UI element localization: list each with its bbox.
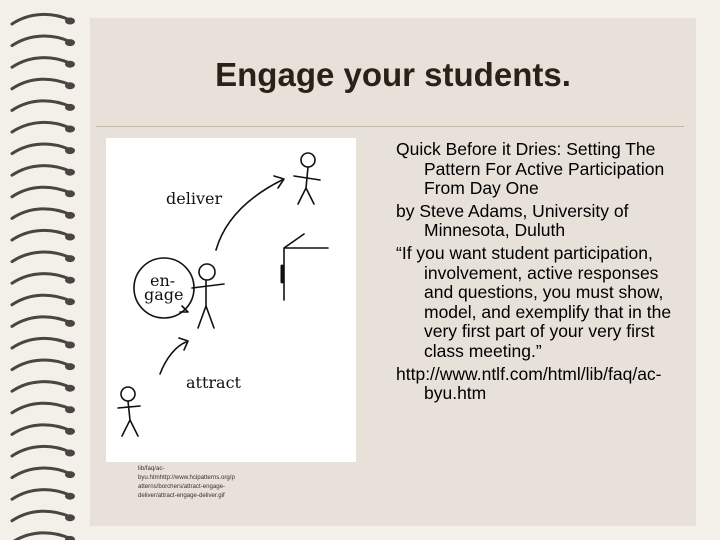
binding-ring-icon <box>12 144 70 154</box>
article-heading: Quick Before it Dries: Setting The Pattern For Active Participation From Day One <box>396 139 665 199</box>
binding-hole-icon <box>65 514 75 521</box>
binding-ring-icon <box>12 403 70 413</box>
door-icon <box>282 234 328 300</box>
engage-label-line2: gage <box>144 285 184 304</box>
person-attracted-icon <box>118 387 140 436</box>
binding-ring-icon <box>12 338 70 348</box>
attract-label: attract <box>186 373 241 392</box>
binding-hole-icon <box>65 104 75 111</box>
binding-hole-icon <box>65 39 75 46</box>
attract-arrow-icon <box>160 342 186 374</box>
binding-hole-icon <box>65 298 75 305</box>
binding-hole-icon <box>65 18 75 25</box>
person-engaged-icon <box>192 264 224 328</box>
engage-label-line1: en- <box>150 271 176 290</box>
binding-hole-icon <box>65 428 75 435</box>
binding-ring-icon <box>12 468 70 478</box>
binding-hole-icon <box>65 169 75 176</box>
binding-ring-icon <box>12 187 70 197</box>
binding-hole-icon <box>65 61 75 68</box>
binding-ring-icon <box>12 446 70 456</box>
binding-hole-icon <box>65 406 75 413</box>
binding-ring-icon <box>12 101 70 111</box>
image-caption: lib/faq/ac- byu.htmhttp://www.hcipatterns.org/p atterns/borchers/attract-engage- deliver/attract-engage-deliver.gif <box>138 465 235 499</box>
binding-hole-icon <box>65 450 75 457</box>
binding-hole-icon <box>65 320 75 327</box>
binding-ring-icon <box>12 317 70 327</box>
binding-hole-icon <box>65 147 75 154</box>
binding-ring-icon <box>12 533 70 540</box>
binding-ring-icon <box>12 511 70 521</box>
binding-ring-icon <box>12 382 70 392</box>
deliver-arrow-icon <box>216 180 282 250</box>
binding-ring-icon <box>12 122 70 132</box>
slide-title: Engage your students. <box>215 56 571 93</box>
binding-hole-icon <box>65 82 75 89</box>
binding-hole-icon <box>65 255 75 262</box>
title-divider <box>96 126 684 127</box>
binding-hole-icon <box>65 471 75 478</box>
binding-hole-icon <box>65 493 75 500</box>
binding-ring-icon <box>12 36 70 46</box>
binding-hole-icon <box>65 385 75 392</box>
binding-hole-icon <box>65 277 75 284</box>
binding-ring-icon <box>12 209 70 219</box>
body-text <box>396 140 688 407</box>
binding-ring-icon <box>12 79 70 89</box>
attract-engage-deliver-diagram <box>106 138 356 462</box>
article-url-link[interactable]: http://www.ntlf.com/html/lib/faq/ac-byu.htm <box>396 363 662 404</box>
binding-hole-icon <box>65 190 75 197</box>
binding-ring-icon <box>12 295 70 305</box>
binding-hole-icon <box>65 126 75 133</box>
binding-hole-icon <box>65 342 75 349</box>
binding-ring-icon <box>12 14 70 24</box>
article-byline: by Steve Adams, University of Minnesota, Duluth <box>396 200 629 241</box>
binding-ring-icon <box>12 58 70 68</box>
spiral-binding-icon <box>0 0 90 540</box>
binding-ring-icon <box>12 490 70 500</box>
binding-ring-icon <box>12 166 70 176</box>
binding-ring-icon <box>12 425 70 435</box>
binding-ring-icon <box>12 274 70 284</box>
binding-ring-icon <box>12 360 70 370</box>
binding-ring-icon <box>12 252 70 262</box>
person-delivered-icon <box>294 153 320 204</box>
binding-ring-icon <box>12 230 70 240</box>
binding-hole-icon <box>65 363 75 370</box>
binding-hole-icon <box>65 212 75 219</box>
binding-hole-icon <box>65 234 75 241</box>
article-quote: “If you want student participation, involvement, active responses and questions, you must show, model, and exemplify that in the very first part of your very first class meeting.” <box>396 242 672 361</box>
deliver-label: deliver <box>166 189 223 208</box>
